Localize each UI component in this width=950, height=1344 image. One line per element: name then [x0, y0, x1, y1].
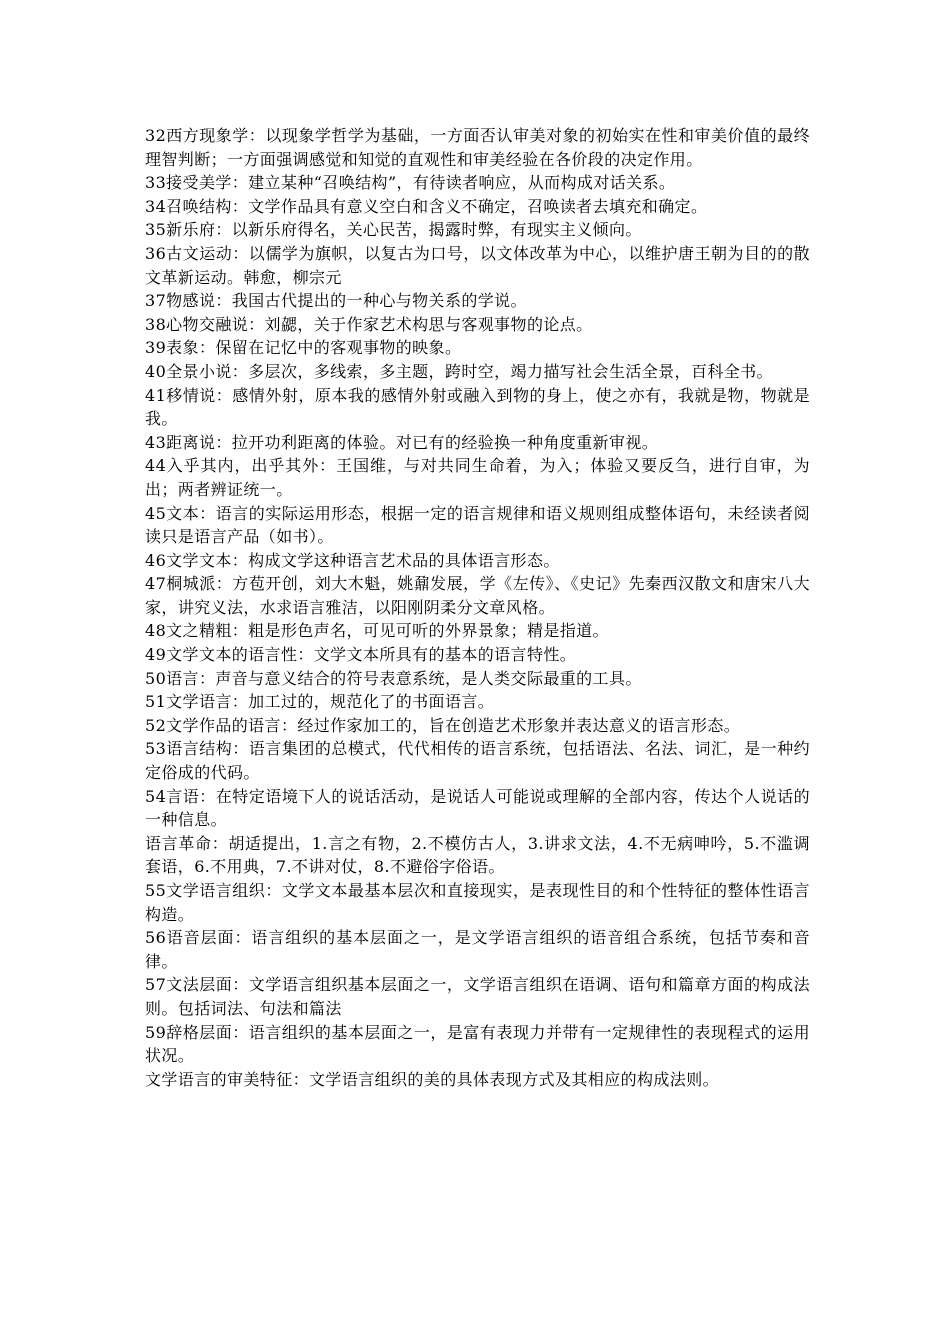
term-entry: 37物感说：我国古代提出的一种心与物关系的学说。 — [145, 291, 527, 311]
term-entry: 44入乎其内，出乎其外：王国维，与对共同生命着，为入；体验又要反刍，进行自审，为出；两者辨证统一。 — [145, 456, 810, 499]
term-entry: 48文之精粗：粗是形色声名，可见可听的外界景象；精是指道。 — [145, 621, 609, 641]
term-entry: 34召唤结构：文学作品具有意义空白和含义不确定，召唤读者去填充和确定。 — [145, 196, 708, 216]
term-entry: 47桐城派：方苞开创，刘大木魁，姚鼐发展，学《左传》、《史记》先秦西汉散文和唐宋八大家，讲究义法，水求语言雅洁，以阳刚阴柔分文章风格。 — [145, 574, 810, 617]
term-entry: 语言革命：胡适提出，1.言之有物，2.不模仿古人，3.讲求文法，4.不无病呻吟，5.不滥调套语，6.不用典，7.不讲对仗，8.不避俗字俗语。 — [145, 833, 810, 877]
term-entry: 32西方现象学：以现象学哲学为基础，一方面否认审美对象的初始实在性和审美价值的最终理智判断；一方面强调感觉和知觉的直观性和审美经验在各价段的决定作用。 — [145, 126, 810, 169]
term-entry: 59辞格层面：语言组织的基本层面之一，是富有表现力并带有一定规律性的表现程式的运用状况。 — [145, 1022, 810, 1066]
term-entry: 39表象：保留在记忆中的客观事物的映象。 — [145, 338, 462, 358]
term-entry: 53语言结构：语言集团的总模式，代代相传的语言系统，包括语法、名法、词汇，是一种约定俗成的代码。 — [145, 739, 810, 783]
term-entry: 38心物交融说：刘勰，关于作家艺术构思与客观事物的论点。 — [145, 314, 593, 334]
term-entry: 54言语：在特定语境下人的说话活动，是说话人可能说或理解的全部内容，传达个人说话的一种信息。 — [145, 786, 810, 830]
term-entry: 36古文运动：以儒学为旗帜，以复古为口号，以文体改革为中心，以维护唐王朝为目的的散文革新运动。韩愈，柳宗元 — [145, 243, 810, 287]
term-entry: 55文学语言组织：文学文本最基本层次和直接现实，是表现性目的和个性特征的整体性语言构造。 — [145, 881, 810, 924]
term-entry: 文学语言的审美特征：文学语言组织的美的具体表现方式及其相应的构成法则。 — [145, 1069, 720, 1089]
term-entry: 46文学文本：构成文学这种语言艺术品的具体语言形态。 — [145, 550, 560, 570]
term-entry: 52文学作品的语言：经过作家加工的，旨在创造艺术形象并表达意义的语言形态。 — [145, 715, 741, 735]
term-entry: 51文学语言：加工过的，规范化了的书面语言。 — [145, 692, 495, 712]
term-entry: 33接受美学：建立某种“召唤结构”，有待读者响应，从而构成对话关系。 — [145, 173, 676, 193]
term-entry: 50语言：声音与意义结合的符号表意系统，是人类交际最重的工具。 — [145, 668, 642, 688]
term-entry: 43距离说：拉开功利距离的体验。对已有的经验换一种角度重新审视。 — [145, 432, 659, 452]
term-entry: 40全景小说：多层次，多线索，多主题，跨时空，竭力描写社会生活全景，百科全书。 — [145, 361, 773, 381]
term-entry: 45文本：语言的实际运用形态，根据一定的语言规律和语义规则组成整体语句，未经读者阅读只是语言产品（如书）。 — [145, 503, 810, 547]
term-entry: 49文学文本的语言性：文学文本所具有的基本的语言特性。 — [145, 645, 577, 665]
term-entry: 35新乐府：以新乐府得名，关心民苦，揭露时弊，有现实主义倾向。 — [145, 220, 642, 240]
term-entry: 56语音层面：语言组织的基本层面之一，是文学语言组织的语音组合系统，包括节奏和音律。 — [145, 928, 810, 971]
term-entry: 57文法层面：文学语言组织基本层面之一，文学语言组织在语调、语句和篇章方面的构成法则。包括词法、句法和篇法 — [145, 975, 810, 1018]
term-entry: 41移情说：感情外射，原本我的感情外射或融入到物的身上，使之亦有，我就是物，物就是我。 — [145, 385, 810, 429]
document-page — [145, 124, 810, 1091]
